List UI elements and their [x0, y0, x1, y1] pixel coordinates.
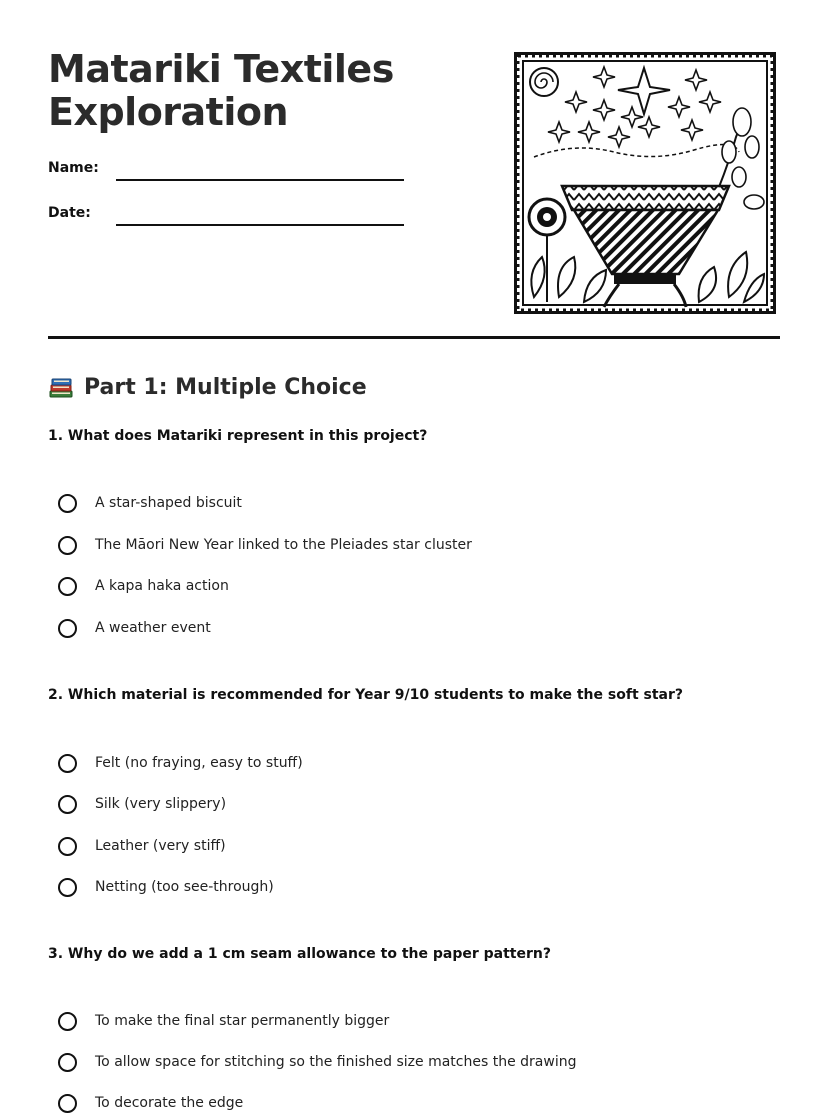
- option-label: To allow space for stitching so the finished size matches the drawing: [95, 1054, 577, 1070]
- option-label: The Māori New Year linked to the Pleiades star cluster: [95, 537, 472, 553]
- radio-circle[interactable]: [58, 1094, 77, 1113]
- q2-option-2[interactable]: [58, 792, 226, 816]
- question-1: 1. What does Matariki represent in this project?: [48, 428, 428, 444]
- q1-option-4[interactable]: [58, 616, 211, 640]
- q3-option-3[interactable]: [58, 1091, 243, 1115]
- name-field: [48, 160, 408, 184]
- option-label: Felt (no fraying, easy to stuff): [95, 755, 303, 771]
- q2-option-3[interactable]: [58, 834, 226, 858]
- date-label: Date:: [48, 205, 91, 221]
- option-label: A star-shaped biscuit: [95, 495, 242, 511]
- question-3: 3. Why do we add a 1 cm seam allowance to the paper pattern?: [48, 946, 551, 962]
- option-label: Silk (very slippery): [95, 796, 227, 812]
- radio-circle[interactable]: [58, 619, 77, 638]
- radio-circle[interactable]: [58, 577, 77, 596]
- date-line[interactable]: [116, 224, 404, 226]
- q1-option-1[interactable]: [58, 491, 242, 515]
- section-title: [48, 374, 367, 400]
- q1-option-3[interactable]: [58, 574, 229, 598]
- title-line-2: Exploration: [48, 90, 289, 134]
- q3-option-2[interactable]: [58, 1050, 576, 1074]
- radio-circle[interactable]: [58, 837, 77, 856]
- section-divider: [48, 336, 780, 339]
- radio-circle[interactable]: [58, 536, 77, 555]
- radio-circle[interactable]: [58, 494, 77, 513]
- question-2: 2. Which material is recommended for Year 9/10 students to make the soft star?: [48, 687, 684, 703]
- q2-option-4[interactable]: [58, 875, 274, 899]
- radio-circle[interactable]: [58, 754, 77, 773]
- date-field: [48, 205, 408, 229]
- title-line-1: Matariki Textiles: [48, 47, 394, 91]
- radio-circle[interactable]: [58, 795, 77, 814]
- option-label: Leather (very stiff): [95, 838, 226, 854]
- q1-option-2[interactable]: [58, 533, 472, 557]
- option-label: A kapa haka action: [95, 578, 229, 594]
- worksheet-title: [48, 48, 468, 134]
- q3-option-1[interactable]: [58, 1009, 389, 1033]
- option-label: A weather event: [95, 620, 211, 636]
- name-label: Name:: [48, 160, 99, 176]
- matariki-basket-stars-illustration: [514, 52, 776, 314]
- q2-option-1[interactable]: [58, 751, 303, 775]
- radio-circle[interactable]: [58, 878, 77, 897]
- radio-circle[interactable]: [58, 1053, 77, 1072]
- option-label: To make the final star permanently bigger: [95, 1013, 390, 1029]
- name-line[interactable]: [116, 179, 404, 181]
- radio-circle[interactable]: [58, 1012, 77, 1031]
- books-emoji-icon: [48, 374, 74, 400]
- option-label: To decorate the edge: [95, 1095, 244, 1111]
- option-label: Netting (too see-through): [95, 879, 274, 895]
- section-title-text: Part 1: Multiple Choice: [84, 374, 367, 400]
